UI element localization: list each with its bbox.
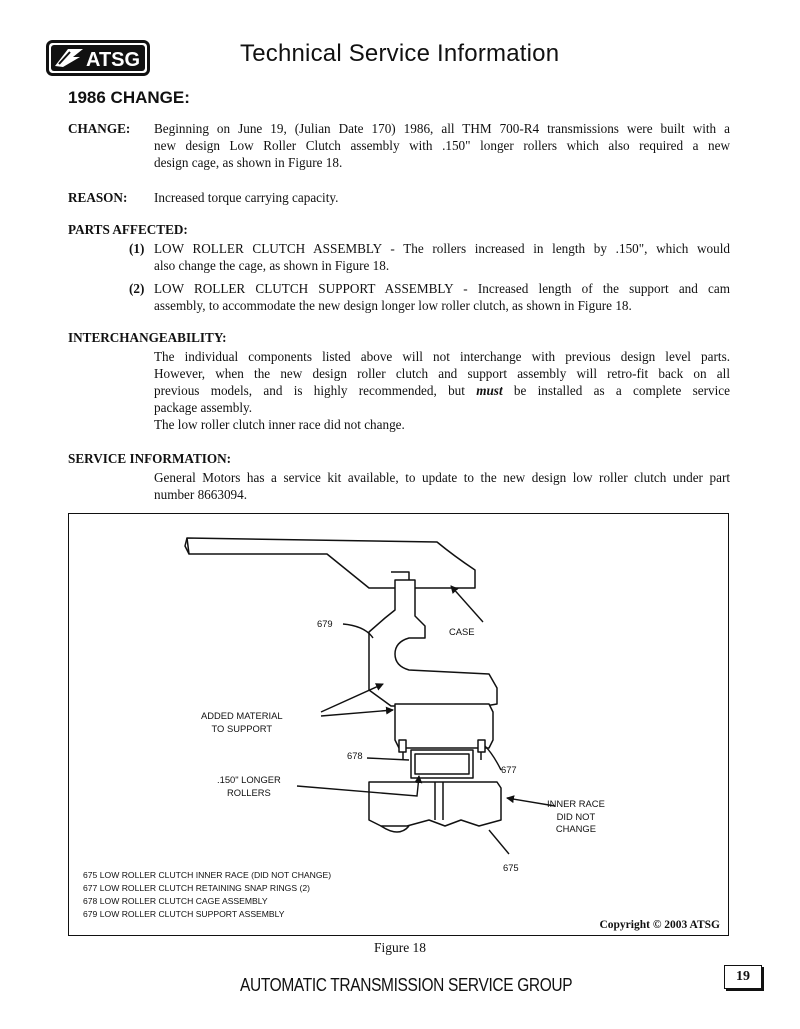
must-emphasis: must xyxy=(476,382,503,398)
snap-ring-right xyxy=(478,740,485,752)
callout-inner-race: INNER RACE DID NOT CHANGE xyxy=(547,798,605,834)
interchangeability-line-4: package assembly. xyxy=(154,399,253,415)
leader-added-material-2 xyxy=(321,710,393,716)
parts-affected-label: PARTS AFFECTED: xyxy=(68,222,188,237)
reason-text: Increased torque carrying capacity. xyxy=(154,190,339,205)
callout-679: 679 xyxy=(317,618,333,629)
atsg-logo xyxy=(46,40,150,76)
logo-text: ATSG xyxy=(86,49,141,71)
legend-677: 677 LOW ROLLER CLUTCH RETAINING SNAP RINGS (2) xyxy=(83,883,310,893)
snap-ring-left xyxy=(399,740,406,752)
callout-677: 677 xyxy=(501,764,517,775)
copyright: Copyright © 2003 ATSG xyxy=(599,919,720,931)
figure-18 xyxy=(68,513,729,936)
callout-longer-rollers: .150" LONGER ROLLERS xyxy=(217,774,281,798)
callout-case: CASE xyxy=(449,626,475,637)
document-title: Technical Service Information xyxy=(240,40,560,67)
parts-item-2-line-1: LOW ROLLER CLUTCH SUPPORT ASSEMBLY - Increased length of the support and cam xyxy=(154,281,730,296)
footer-text: AUTOMATIC TRANSMISSION SERVICE GROUP xyxy=(240,975,573,995)
reason-label: REASON: xyxy=(68,190,128,205)
leader-675 xyxy=(489,830,509,854)
parts-item-1-line-2: also change the cage, as shown in Figure 18. xyxy=(154,257,390,273)
legend-679: 679 LOW ROLLER CLUTCH SUPPORT ASSEMBLY xyxy=(83,909,285,919)
interchangeability-label: INTERCHANGEABILITY: xyxy=(68,330,227,345)
leader-case xyxy=(451,586,483,622)
parts-item-2-number: (2) xyxy=(129,281,145,296)
callout-675: 675 xyxy=(503,862,519,873)
leader-677 xyxy=(485,746,501,770)
figure-caption: Figure 18 xyxy=(373,940,427,955)
change-label: CHANGE: xyxy=(68,121,131,136)
interchangeability-line-2: However, when the new design roller clutch and support assembly will retro-fit back on all xyxy=(154,365,730,381)
section-title: 1986 CHANGE: xyxy=(68,88,190,107)
change-line-2: new design Low Roller Clutch assembly with .150" longer rollers which also required a new xyxy=(154,137,730,153)
change-line-1: Beginning on June 19, (Julian Date 170) 1986, all THM 700-R4 transmissions were built with a xyxy=(154,121,730,136)
service-information-label: SERVICE INFORMATION: xyxy=(68,451,232,466)
parts-item-1-number: (1) xyxy=(129,241,145,256)
service-information-line-2: number 8663094. xyxy=(154,486,248,502)
interchangeability-line-3: previous models, and is highly recommended, but must be installed as a complete service xyxy=(154,382,730,398)
legend-675: 675 LOW ROLLER CLUTCH INNER RACE (DID NOT CHANGE) xyxy=(83,870,332,880)
case-outline xyxy=(187,538,475,588)
leader-added-material-1 xyxy=(321,684,383,712)
parts-item-1-line-1: LOW ROLLER CLUTCH ASSEMBLY - The rollers increased in length by .150", which would xyxy=(154,241,730,256)
interchangeability-line-5: The low roller clutch inner race did not change. xyxy=(154,416,405,432)
support-assembly-outline xyxy=(369,580,497,706)
callout-added-material: ADDED MATERIAL TO SUPPORT xyxy=(201,710,283,734)
service-information-line-1: General Motors has a service kit available, to update to the new design low roller clutch under part xyxy=(154,470,730,485)
interchangeability-line-1: The individual components listed above will not interchange with previous design level parts. xyxy=(154,349,730,364)
callout-678: 678 xyxy=(347,750,363,761)
page-number: 19 xyxy=(724,965,762,989)
parts-item-2-line-2: assembly, to accommodate the new design longer low roller clutch, as shown in Figure 18. xyxy=(154,297,632,313)
legend-678: 678 LOW ROLLER CLUTCH CAGE ASSEMBLY xyxy=(83,896,268,906)
change-line-3: design cage, as shown in Figure 18. xyxy=(154,154,343,170)
